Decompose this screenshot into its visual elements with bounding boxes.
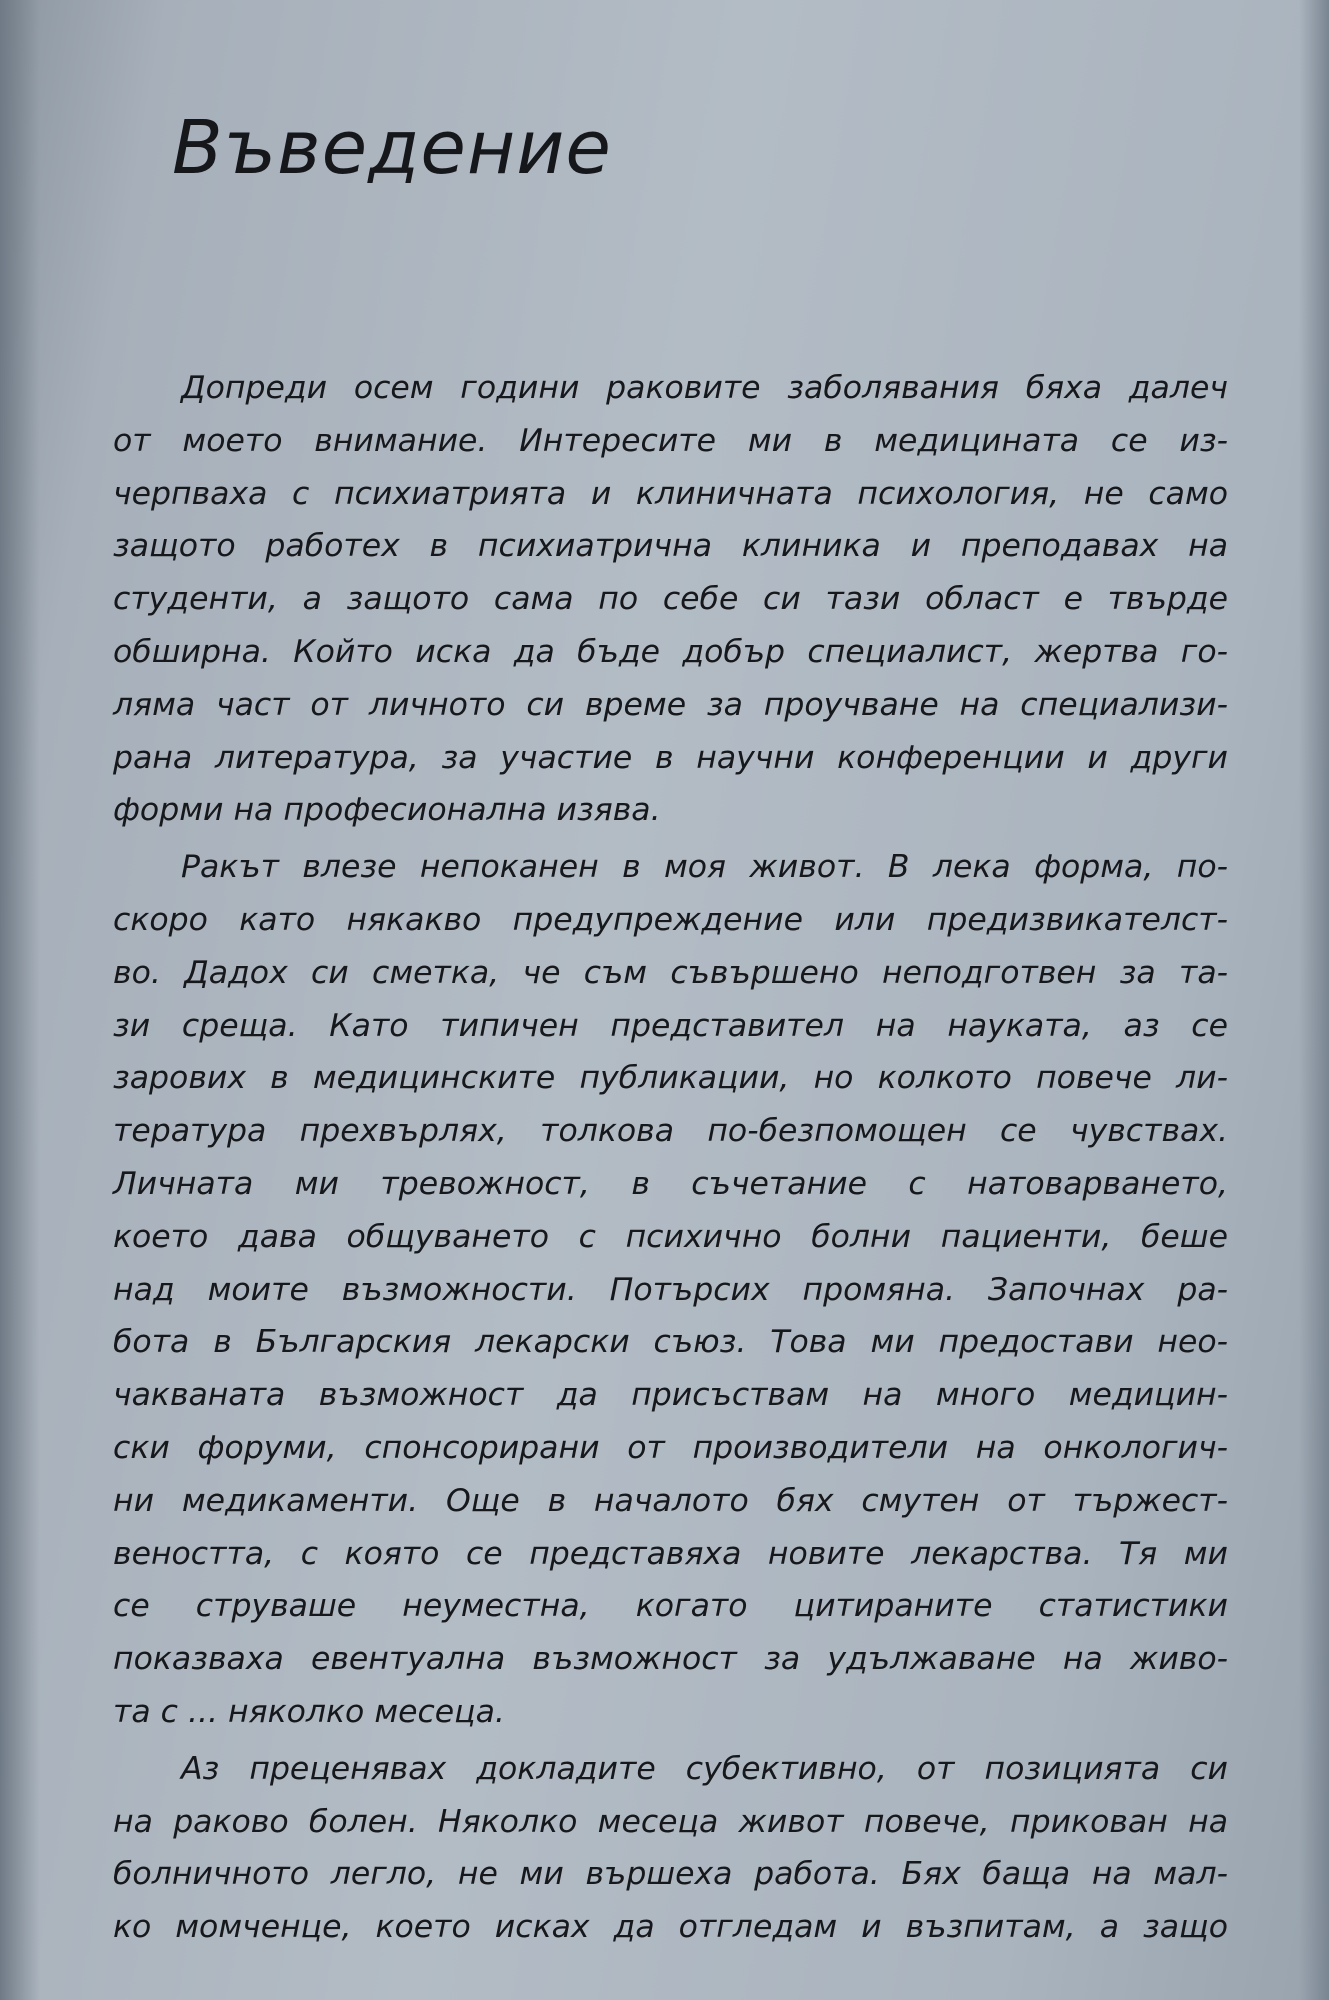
text-line: форми на професионална изява. [113,792,661,829]
text-line: во. Дадох си сметка, че съм съвършено неподготвен за та- [113,954,1228,991]
text-line: Ракът влезе непоканен в моя живот. В лека форма, по- [181,849,1228,886]
text-line: рана литература, за участие в научни конференции и други [113,739,1228,776]
text-line: показваха евентуална възможност за удължаване на живо- [113,1641,1228,1678]
paragraph-2 [113,841,1228,1739]
paragraph-3 [113,1743,1228,1954]
text-line: черпваха с психиатрията и клиничната психология, не само [113,475,1228,512]
text-line: скоро като някакво предупреждение или предизвикателст- [113,901,1228,938]
page-gutter-shadow [0,0,40,2000]
text-line: зи среща. Като типичен представител на науката, аз се [113,1007,1228,1044]
text-line: обширна. Който иска да бъде добър специалист, жертва го- [113,633,1228,670]
paragraph-1 [113,362,1228,837]
text-line: бота в Българския лекарски съюз. Това ми предостави нео- [113,1324,1228,1361]
text-line: тература прехвърлях, толкова по-безпомощен се чувствах. [113,1113,1228,1150]
text-line: ски форуми, спонсорирани от производители на онкологич- [113,1429,1228,1466]
text-line: Аз преценявах докладите субективно, от позицията си [181,1750,1228,1787]
page-edge-shadow [1299,0,1329,2000]
text-line: Личната ми тревожност, в съчетание с натоварването, [113,1165,1228,1202]
text-line: защото работех в психиатрична клиника и преподавах на [113,528,1228,565]
text-line: ляма част от личното си време за проучване на специализи- [113,686,1228,723]
text-line: над моите възможности. Потърсих промяна. Започнах ра- [113,1271,1228,1308]
text-line: чакваната възможност да присъствам на много медицин- [113,1377,1228,1414]
body-text [113,362,1228,1954]
text-line: болничното легло, не ми вършеха работа. Бях баща на мал- [113,1856,1228,1893]
bleed-through-header [0,0,1329,40]
text-line: което дава общуването с психично болни пациенти, беше [113,1218,1228,1255]
text-line: ко момченце, което исках да отгледам и възпитам, а защо [113,1909,1228,1946]
text-line: Допреди осем години раковите заболявания бяха далеч [181,370,1228,406]
text-line: на раково болен. Няколко месеца живот повече, прикован на [113,1803,1228,1840]
text-line: ни медикаменти. Още в началото бях смутен от тържест- [113,1482,1228,1519]
text-line: от моето внимание. Интересите ми в медицината се из- [113,422,1228,459]
text-line: се струваше неуместна, когато цитираните статистики [113,1588,1228,1625]
text-line: зарових в медицинските публикации, но колкото повече ли- [113,1060,1228,1097]
text-line: студенти, а защото сама по себе си тази област е твърде [113,581,1228,618]
text-line: та с ... няколко месеца. [113,1693,505,1730]
text-line: веността, с която се представяха новите лекарства. Тя ми [113,1535,1228,1572]
chapter-title: Въведение [172,105,612,191]
